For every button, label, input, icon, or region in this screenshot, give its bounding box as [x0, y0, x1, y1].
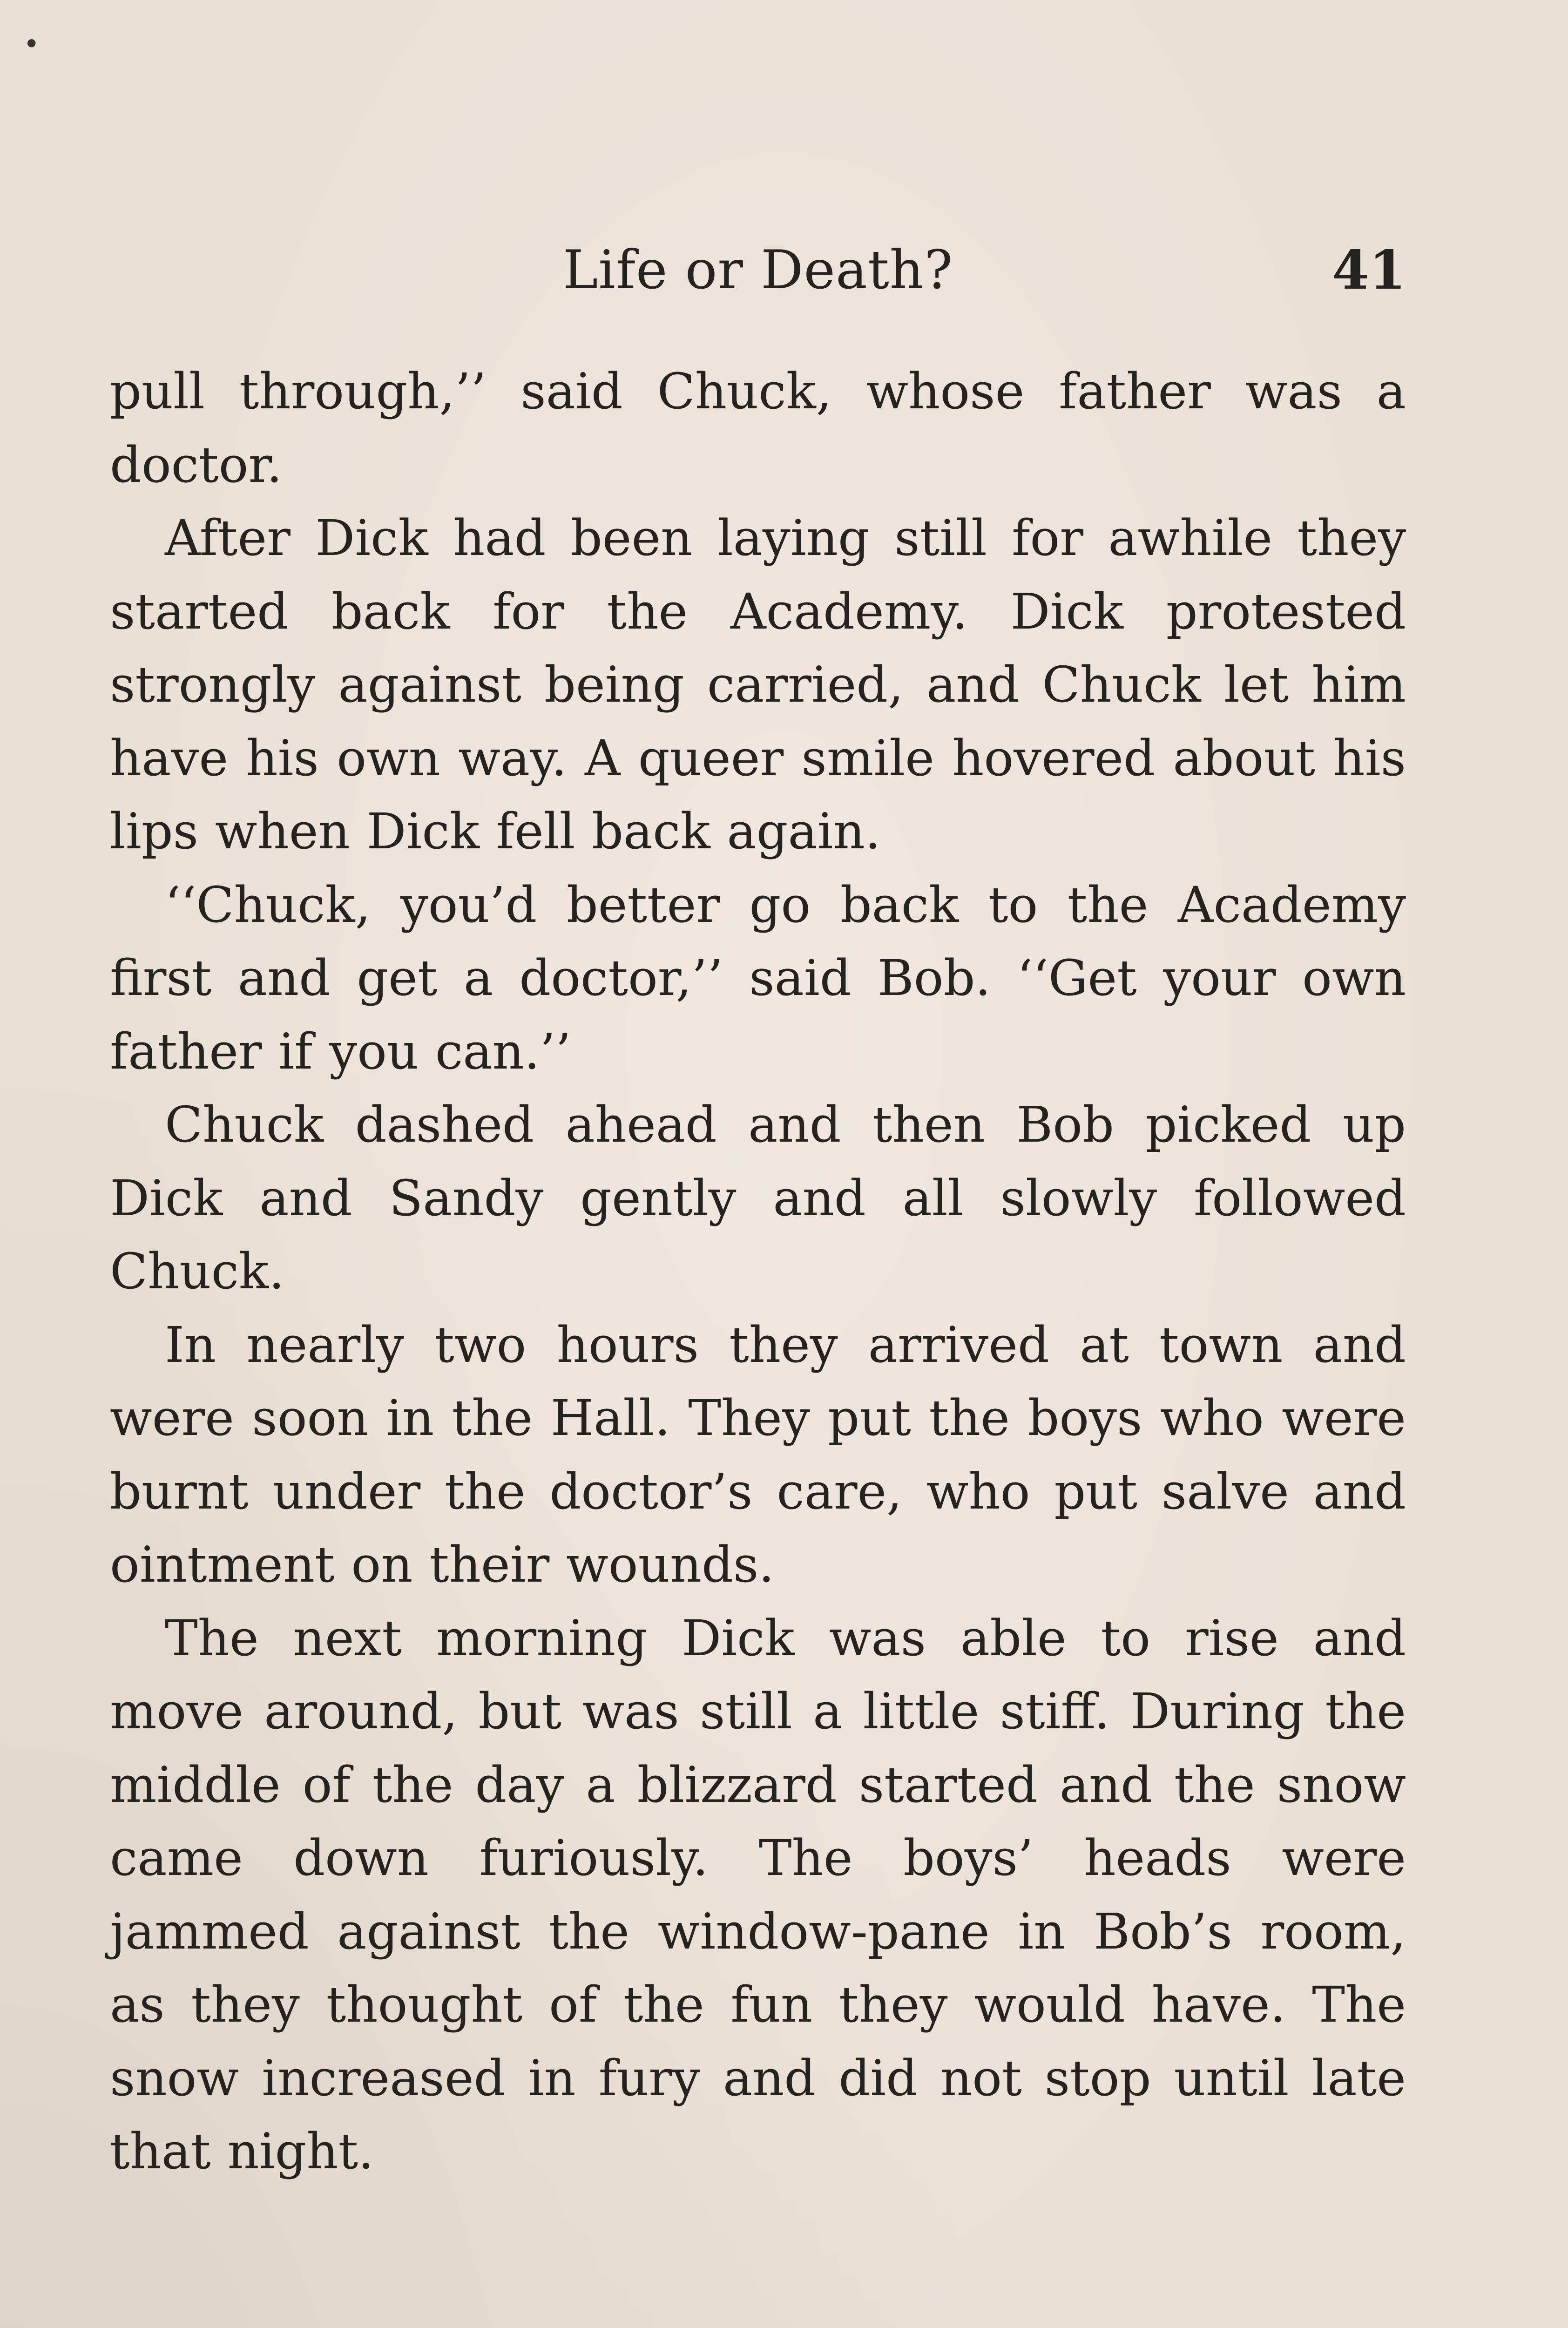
paragraph: pull through,’’ said Chuck, whose father was a doctor. — [110, 363, 1406, 494]
running-head — [110, 235, 1406, 305]
page-number: 41 — [1332, 239, 1406, 301]
paragraph: Chuck dashed ahead and then Bob picked up Dick and Sandy gently and all slowly followed Chuck. — [110, 1096, 1406, 1300]
paragraph: The next morning Dick was able to rise and move around, but was still a little stiff. During the middle of the day a blizzard started and the snow came down furiously. The boys’ heads were jammed against the window-pane in Bob’s room, as they thought of the fun they would have. The snow increased in fury and did not stop until late that night. — [110, 1609, 1406, 2180]
paragraph: In nearly two hours they arrived at town and were soon in the Hall. They put the boys who were burnt under the doctor’s care, who put salve and ointment on their wounds. — [110, 1316, 1406, 1593]
paragraph: After Dick had been laying still for awhile they started back for the Academy. Dick protested strongly against being carried, and Chuck let him have his own way. A queer smile hovered about his lips when Dick fell back again. — [110, 509, 1406, 860]
corner-speck: • — [23, 28, 40, 61]
paragraph: ‘‘Chuck, you’d better go back to the Academy first and get a doctor,’’ said Bob. ‘‘Get your own father if you can.’’ — [110, 876, 1406, 1080]
chapter-title: Life or Death? — [562, 239, 953, 301]
body-text — [110, 355, 1406, 2188]
